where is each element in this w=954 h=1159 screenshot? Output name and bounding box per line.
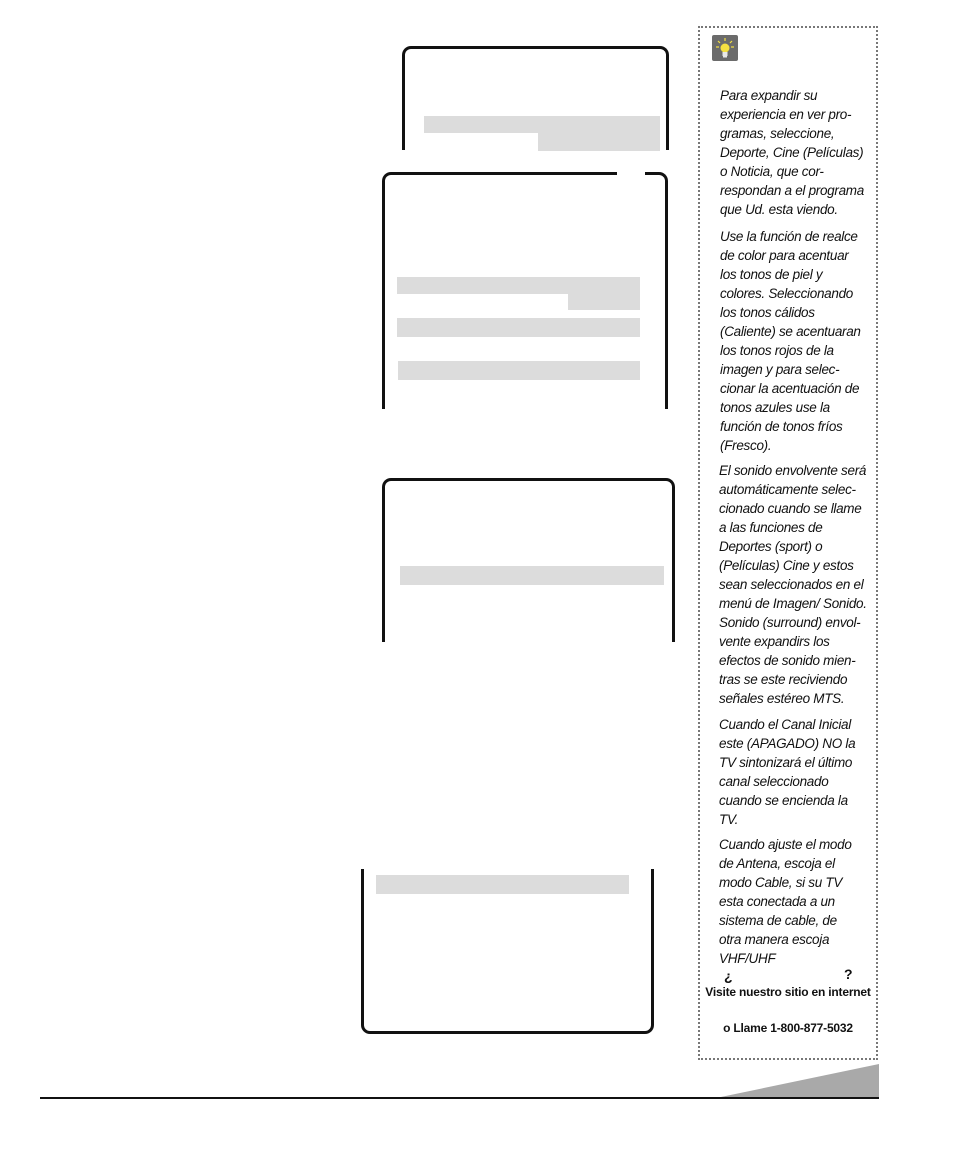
tip-start-channel: Cuando el Canal Inicial este (APAGADO) NO la TV sintonizará el último canal seleccionado cuando se encienda la TV. [719, 717, 856, 827]
open-question-mark: ¿ [724, 968, 733, 984]
highlight-bar [568, 294, 640, 310]
highlight-bar [397, 318, 640, 337]
tip-color-enhance: Use la función de realce de color para acentuar los tonos de piel y colores. Seleccionando los tonos cálidos (Caliente) se acentuaran los tonos rojos de la imagen y para selec- cionar la acentuación de tonos azules use la función de tonos fríos (Fresco). [720, 229, 861, 453]
highlight-bar [424, 116, 660, 133]
lightbulb-icon [712, 35, 738, 61]
menu-screen-2 [382, 172, 668, 409]
menu-screen-4 [361, 869, 654, 1034]
screen-notch [617, 171, 645, 179]
bottom-rule [40, 1097, 879, 1099]
tip-surround: El sonido envolvente será automáticamente selec- cionado cuando se llame a las funciones de Deportes (sport) o (Películas) Cine y estos sean seleccionados en el menú de Imagen/ Sonido. Sonido (surround) envol- vente expandirs los efectos de sonido mien- tras se este reciviendo señales estéreo MTS. [719, 463, 867, 706]
menu-screen-1 [402, 46, 669, 150]
page-corner-wedge [716, 1064, 879, 1098]
menu-screen-3 [382, 478, 675, 642]
tips-sidebar [698, 26, 878, 1060]
highlight-bar [376, 875, 629, 894]
highlight-bar [397, 277, 640, 294]
close-question-mark: ? [844, 966, 853, 982]
highlight-bar [398, 361, 640, 380]
highlight-bar [400, 566, 664, 585]
tip-sport-cinema: Para expandir su experiencia en ver pro- gramas, seleccione, Deporte, Cine (Películas) o Noticia, que cor- respondan a el programa que Ud. esta viendo. [720, 88, 864, 217]
highlight-bar [538, 133, 660, 151]
visit-website-text: Visite nuestro sitio en internet [705, 985, 871, 999]
phone-number-text: o Llame 1-800-877-5032 [723, 1021, 853, 1035]
tip-antenna: Cuando ajuste el modo de Antena, escoja el modo Cable, si su TV esta conectada a un sistema de cable, de otra manera escoja VHF/UHF [719, 837, 852, 966]
